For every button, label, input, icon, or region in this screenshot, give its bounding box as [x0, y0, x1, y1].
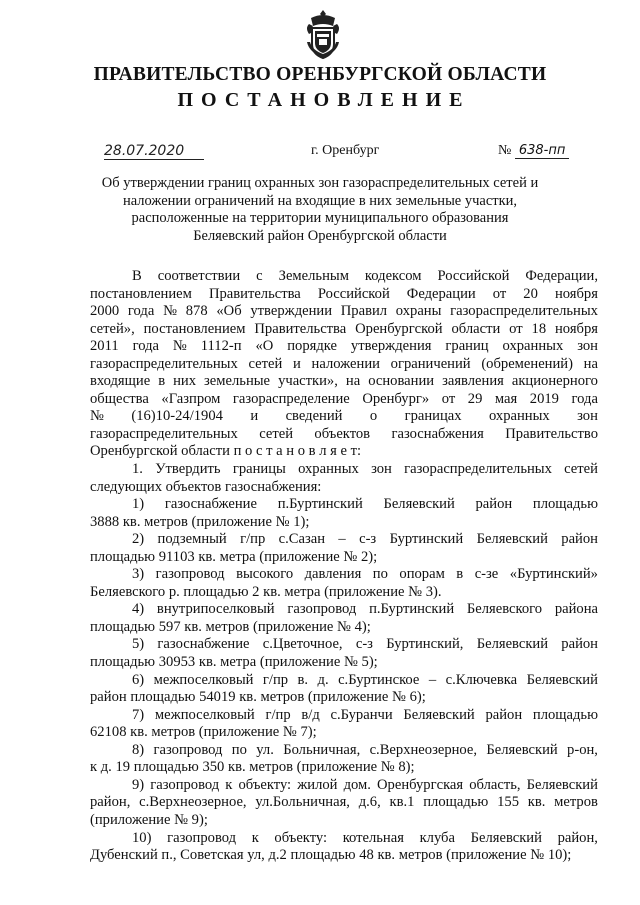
- document-number: [498, 143, 569, 159]
- heading-line: наложении ограничений на входящие в них земельные участки,: [122, 192, 518, 209]
- body-line: газораспределительных сетей объектов газоснабжения Правительство: [90, 425, 598, 442]
- body-line: газораспределительных сетей и наложении ограничений (обременений) на: [90, 355, 598, 372]
- body-line: 2011 года № 1112-п «О порядке утверждения границ охранных зон: [90, 338, 598, 355]
- body-line: 10) газопровод к объекту: котельная клуба Беляевский район,: [132, 829, 598, 846]
- body-line: площадью 91103 кв. метра (приложение № 2);: [90, 548, 378, 565]
- body-line: к д. 19 площадью 350 кв. метров (приложение № 8);: [90, 759, 415, 776]
- number-label: №: [498, 143, 512, 158]
- body-line: 62108 кв. метров (приложение № 7);: [90, 724, 317, 741]
- body-line: Дубенский п., Советская ул, д.2 площадью 48 кв. метров (приложение № 10);: [90, 847, 572, 864]
- body-line: В соответствии с Земельным кодексом Российской Федерации,: [132, 268, 598, 284]
- body-line: площадью 597 кв. метров (приложение № 4);: [90, 618, 371, 635]
- body-line: 2) подземный г/пр с.Сазан – с-з Буртинский Беляевский район: [132, 531, 598, 548]
- body-line: входящие в них земельные участки», на основании заявления акционерного: [90, 373, 598, 390]
- heading-line: расположенные на территории муниципального образования: [131, 210, 509, 227]
- body-line: 7) межпоселковый г/пр в/д с.Буранчи Беляевский район площадью: [132, 706, 598, 723]
- body-line: Беляевского р. площадью 2 кв. метра (приложение № 3).: [90, 583, 442, 600]
- body-line: 1. Утвердить границы охранных зон газораспределительных сетей: [132, 461, 598, 478]
- body-line: 6) межпоселковый г/пр в. д. с.Буртинское – с.Ключевка Беляевский: [132, 671, 598, 688]
- number-value: 638-пп: [515, 143, 570, 159]
- body-line: 9) газопровод к объекту: жилой дом. Оренбургская область, Беляевский: [132, 776, 598, 793]
- document-city: г. Оренбург: [311, 143, 380, 158]
- document-date: 28.07.2020: [104, 143, 204, 160]
- body-line: № (16)10-24/1904 и сведений о границах охранных зон: [90, 408, 598, 425]
- coat-of-arms-icon: [303, 8, 343, 60]
- document-heading: [84, 175, 556, 245]
- body-line: общества «Газпром газораспределение Оренбург» от 29 мая 2019 года: [90, 390, 598, 407]
- body-line: 2000 года № 878 «Об утверждении Правил охраны газораспределительных: [90, 303, 598, 320]
- body-line: район, с.Верхнеозерное, ул.Больничная, д.6, кв.1 площадью 155 кв. метров: [90, 794, 598, 811]
- heading-line: Беляевский район Оренбургской области: [193, 227, 447, 244]
- heading-line: Об утверждении границ охранных зон газораспределительных сетей и: [101, 175, 539, 191]
- body-line: 3888 кв. метров (приложение № 1);: [90, 513, 310, 530]
- body-line: площадью 30953 кв. метра (приложение № 5);: [90, 654, 378, 671]
- document-body: [90, 268, 598, 865]
- body-line: (приложение № 9);: [90, 811, 208, 828]
- body-line: следующих объектов газоснабжения:: [90, 478, 322, 495]
- document-type: ПОСТАНОВЛЕНИЕ: [177, 89, 471, 111]
- body-line: Оренбургской области п о с т а н о в л я е т:: [90, 443, 362, 460]
- body-line: 1) газоснабжение п.Буртинский Беляевский район площадью: [132, 496, 598, 513]
- body-line: 5) газоснабжение с.Цветочное, с-з Буртинский, Беляевский район: [132, 636, 598, 653]
- body-line: 8) газопровод по ул. Больничная, с.Верхнеозерное, Беляевский р-он,: [132, 741, 598, 758]
- body-line: 4) внутрипоселковый газопровод п.Буртинский Беляевского района: [132, 601, 598, 618]
- body-line: район площадью 54019 кв. метров (приложение № 6);: [90, 689, 426, 706]
- body-line: 3) газопровод высокого давления по опорам в с-зе «Буртинский»: [132, 566, 598, 583]
- body-line: постановлением Правительства Российской Федерации от 20 ноября: [90, 285, 598, 302]
- body-line: сетей», постановлением Правительства Оренбургской области от 18 ноября: [90, 320, 598, 337]
- government-title: ПРАВИТЕЛЬСТВО ОРЕНБУРГСКОЙ ОБЛАСТИ: [93, 64, 547, 85]
